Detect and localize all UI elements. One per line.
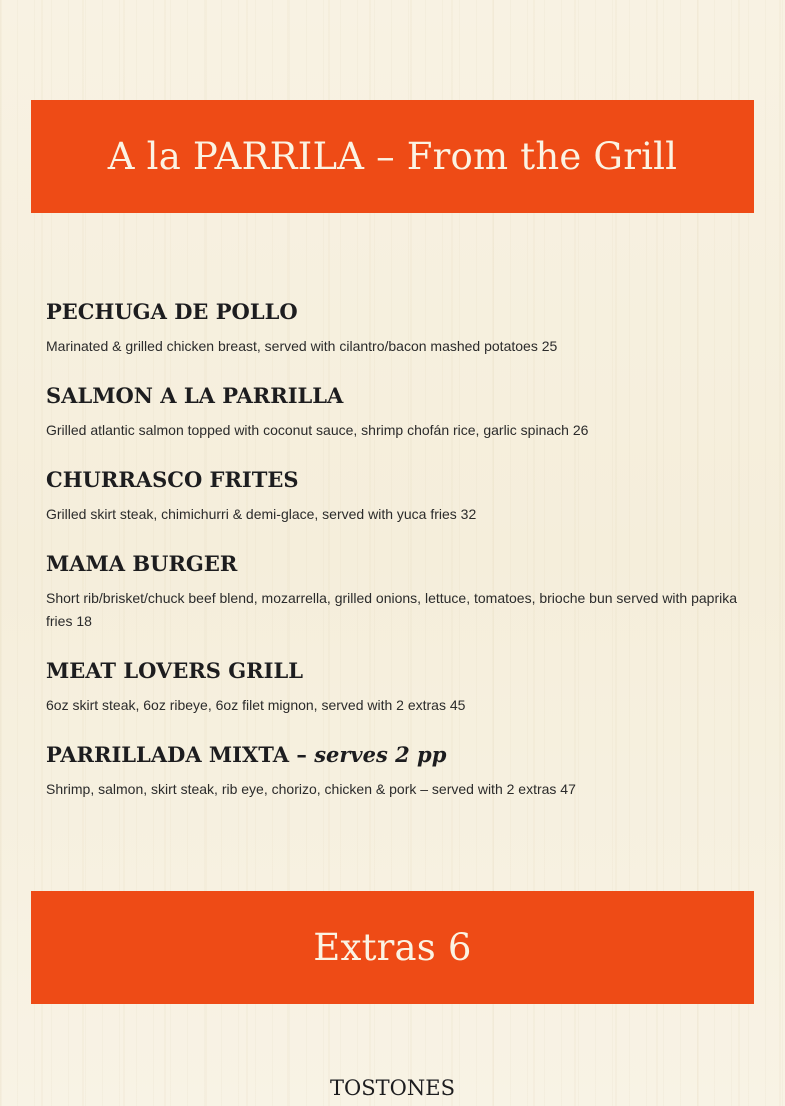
section-title-extras: Extras 6 — [313, 926, 472, 969]
menu-item — [46, 655, 746, 717]
menu-item-name: MEAT LOVERS GRILL — [46, 658, 303, 683]
menu-item-description: Grilled atlantic salmon topped with coconut sauce, shrimp chofán rice, garlic spinach 26 — [46, 422, 589, 438]
section-banner-grill — [31, 100, 754, 213]
menu-list-grill — [46, 296, 746, 823]
menu-item-description: Marinated & grilled chicken breast, served with cilantro/bacon mashed potatoes 25 — [46, 338, 558, 354]
section-banner-extras — [31, 891, 754, 1004]
menu-item-description: Short rib/brisket/chuck beef blend, mozarrella, grilled onions, lettuce, tomatoes, brioche bun served with paprika fries 18 — [46, 590, 738, 629]
menu-item-name: PECHUGA DE POLLO — [46, 299, 298, 324]
section-title-grill: A la PARRILA – From the Grill — [107, 135, 678, 178]
menu-item-description: Grilled skirt steak, chimichurri & demi-glace, served with yuca fries 32 — [46, 506, 477, 522]
menu-item-name: CHURRASCO FRITES — [46, 467, 299, 492]
menu-item-name: SALMON A LA PARRILLA — [46, 383, 344, 408]
menu-item-name-serving-note: serves 2 pp — [314, 742, 447, 767]
menu-item — [46, 548, 746, 633]
menu-item — [46, 739, 746, 801]
extras-item-name: TOSTONES — [330, 1076, 455, 1100]
menu-item — [46, 464, 746, 526]
menu-item-name: MAMA BURGER — [46, 551, 238, 576]
menu-item-description: 6oz skirt steak, 6oz ribeye, 6oz filet mignon, served with 2 extras 45 — [46, 697, 466, 713]
menu-item-name — [46, 739, 746, 771]
menu-item — [46, 296, 746, 358]
menu-item — [46, 380, 746, 442]
menu-item-name-main: PARRILLADA MIXTA – — [46, 742, 315, 767]
menu-item-description: Shrimp, salmon, skirt steak, rib eye, chorizo, chicken & pork – served with 2 extras 47 — [46, 781, 576, 797]
